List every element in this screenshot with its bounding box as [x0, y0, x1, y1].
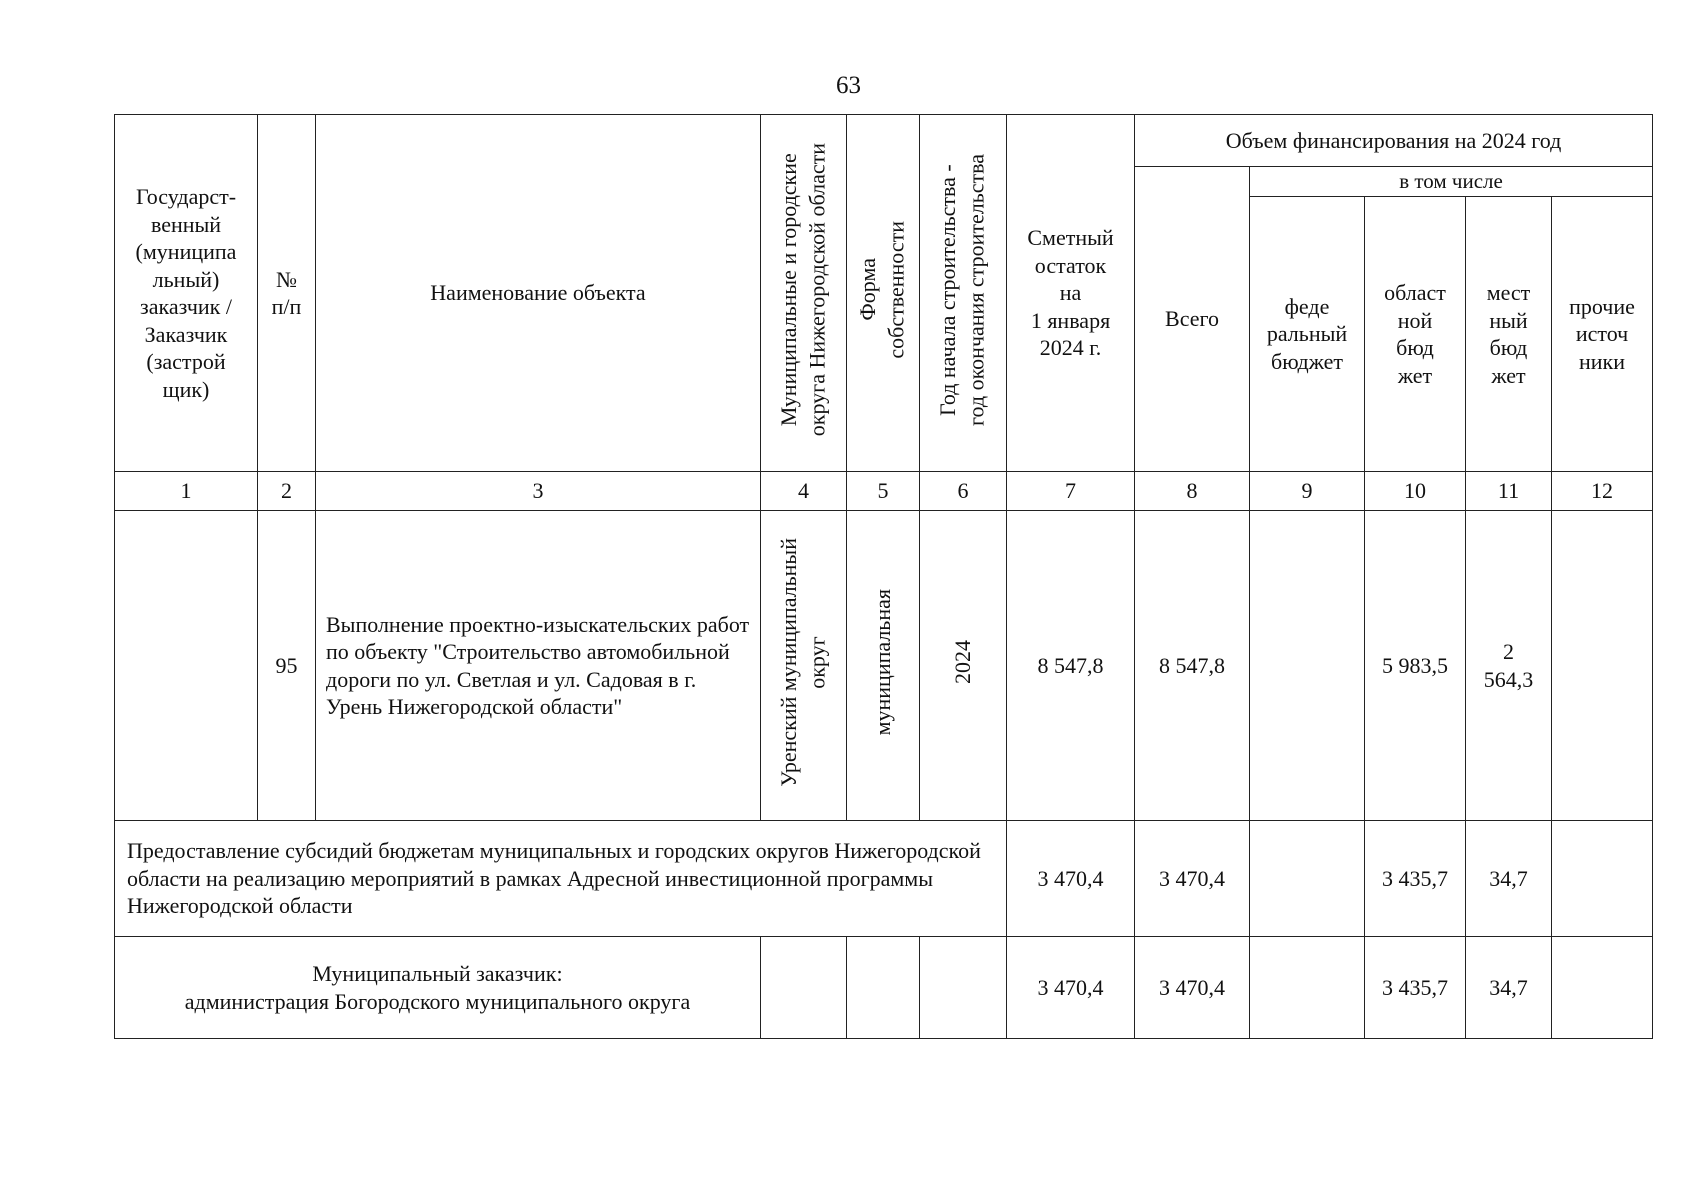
column-number: 4: [761, 472, 847, 511]
column-number: 2: [258, 472, 316, 511]
header-regional-budget: област ной бюд жет: [1365, 197, 1466, 472]
table-row-customer: [115, 937, 1653, 1039]
customer-years-cell: [920, 937, 1007, 1039]
subsidy-label-cell: Предоставление субсидий бюджетам муниципальных и городских округов Нижегородской области на реализацию мероприятий в рамках Адресной инвестиционной программы Нижегородской области: [115, 821, 1007, 937]
header-number: № п/п: [258, 115, 316, 472]
subsidy-federal-cell: [1250, 821, 1365, 937]
subsidy-regional-cell: 3 435,7: [1365, 821, 1466, 937]
customer-other-cell: [1552, 937, 1653, 1039]
column-number: 6: [920, 472, 1007, 511]
customer-local-cell: 34,7: [1466, 937, 1552, 1039]
table-row-subsidy: [115, 821, 1653, 937]
column-number: 10: [1365, 472, 1466, 511]
header-object-name: Наименование объекта: [316, 115, 761, 472]
column-number: 12: [1552, 472, 1653, 511]
subsidy-local-cell: 34,7: [1466, 821, 1552, 937]
object-balance-cell: 8 547,8: [1007, 511, 1135, 821]
object-customer-cell: [115, 511, 258, 821]
object-other-cell: [1552, 511, 1653, 821]
header-other-sources: прочие источ ники: [1552, 197, 1653, 472]
object-local-cell: 2 564,3: [1466, 511, 1552, 821]
customer-label-cell: Муниципальный заказчик: администрация Богородского муниципального округа: [115, 937, 761, 1039]
column-number: 5: [847, 472, 920, 511]
header-ownership: Форма собственности: [847, 115, 920, 472]
column-number: 8: [1135, 472, 1250, 511]
object-number-cell: 95: [258, 511, 316, 821]
subsidy-balance-cell: 3 470,4: [1007, 821, 1135, 937]
column-number: 3: [316, 472, 761, 511]
subsidy-other-cell: [1552, 821, 1653, 937]
customer-balance-cell: 3 470,4: [1007, 937, 1135, 1039]
object-ownership-cell: муниципальная: [847, 511, 920, 821]
header-row: [115, 115, 1653, 167]
header-customer: Государст- венный (муниципа льный) заказчик / Заказчик (застрой щик): [115, 115, 258, 472]
customer-total-cell: 3 470,4: [1135, 937, 1250, 1039]
object-years-cell: 2024: [920, 511, 1007, 821]
customer-district-cell: [761, 937, 847, 1039]
header-years: Год начала строительства - год окончания строительства: [920, 115, 1007, 472]
object-regional-cell: 5 983,5: [1365, 511, 1466, 821]
customer-federal-cell: [1250, 937, 1365, 1039]
column-number: 9: [1250, 472, 1365, 511]
table-row-object: [115, 511, 1653, 821]
customer-ownership-cell: [847, 937, 920, 1039]
column-number-row: [115, 472, 1653, 511]
page-number: 63: [836, 72, 861, 99]
object-total-cell: 8 547,8: [1135, 511, 1250, 821]
subsidy-total-cell: 3 470,4: [1135, 821, 1250, 937]
object-name-cell: Выполнение проектно-изыскательских работ по объекту "Строительство автомобильной дороги по ул. Светлая и ул. Садовая в г. Урень Нижегородской области": [316, 511, 761, 821]
financing-table: [114, 114, 1653, 1039]
customer-regional-cell: 3 435,7: [1365, 937, 1466, 1039]
column-number: 7: [1007, 472, 1135, 511]
header-federal-budget: феде ральный бюджет: [1250, 197, 1365, 472]
header-district: Муниципальные и городские округа Нижегородской области: [761, 115, 847, 472]
header-funding-group: Объем финансирования на 2024 год: [1135, 115, 1653, 167]
object-district-cell: Уренский муниципальный округ: [761, 511, 847, 821]
column-number: 1: [115, 472, 258, 511]
header-including: в том числе: [1250, 167, 1653, 197]
object-federal-cell: [1250, 511, 1365, 821]
header-local-budget: мест ный бюд жет: [1466, 197, 1552, 472]
column-number: 11: [1466, 472, 1552, 511]
header-total: Всего: [1135, 167, 1250, 472]
header-estimate-balance: Сметный остаток на 1 января 2024 г.: [1007, 115, 1135, 472]
